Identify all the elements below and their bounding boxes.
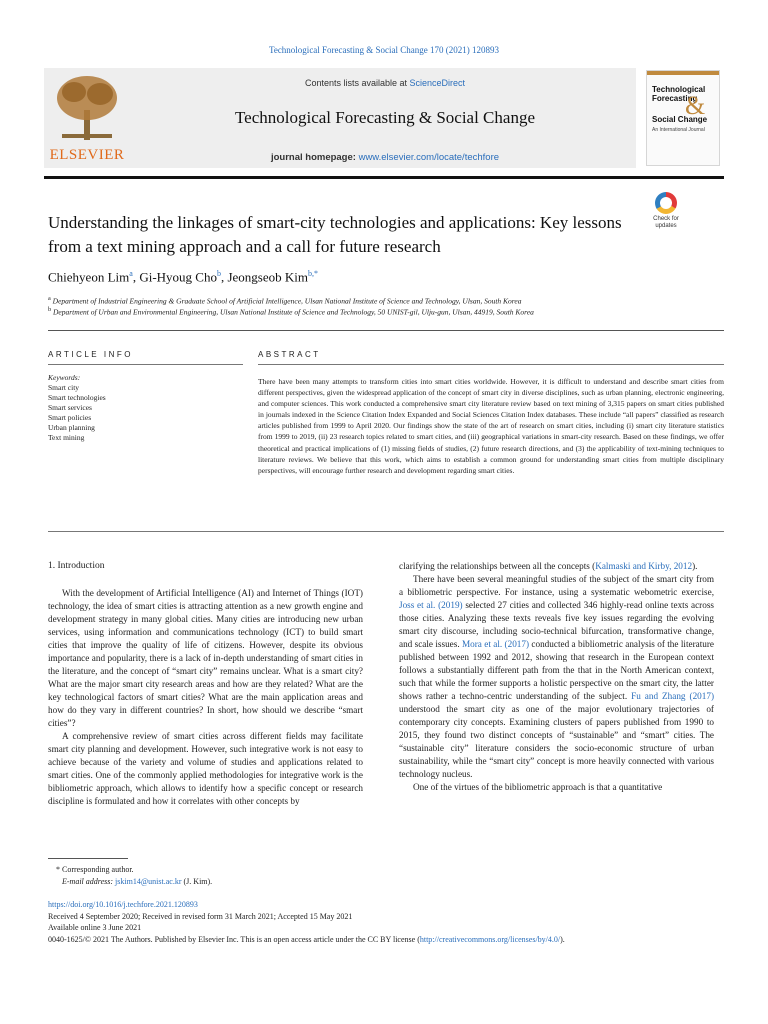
homepage-link[interactable]: www.elsevier.com/locate/techfore bbox=[358, 152, 500, 163]
elsevier-logo bbox=[48, 72, 126, 164]
text-run: ). bbox=[692, 561, 698, 571]
body-paragraph: One of the virtues of the bibliometric approach is that a quantitative bbox=[413, 782, 663, 792]
email-label: E-mail address: bbox=[62, 877, 116, 886]
email-link[interactable]: jskim14@unist.ac.kr bbox=[115, 877, 182, 886]
author-name[interactable]: Jeongseob Kim bbox=[227, 269, 308, 285]
article-info-rule bbox=[48, 364, 243, 365]
abstract-text: There have been many attempts to transform cities into smart cities worldwide. However, it is difficult to understand and describe smart cities from different perspectives, given the widespread application of the concept of smart city in diverse disciplines, such as urban planning, electronic engineering, and computer sciences. This work conducted a comprehensive smart city literature review based on text mining of 3,315 papers on smart cities published in journals indexed in the Science Citation Index Expanded and Social Sciences Citation Index databases. These include “all papers” classified as research articles published from 1999 to April 2020. Our findings show the state of the art of research on smart cities, including (i) smart city literature statistics from 1999 to 2019, (ii) 23 research topics related to smart cities, and (iii) geographical variations in smart-city research. Based on these findings, we offer theoretical and practical implications of (1) missing fields of studies, (2) future research directions, and (3) the applicability of text-mining techniques to literature reviews. We believe that this work, which aims to establish a common ground for understanding smart cities from multiple disciplinary perspectives, will encourage further research and development regarding smart cities. bbox=[258, 377, 724, 475]
license-link[interactable]: http://creativecommons.org/licenses/by/4.0/ bbox=[419, 934, 561, 944]
section-heading: 1. Introduction bbox=[48, 561, 105, 571]
keyword-item: Smart policies bbox=[48, 413, 92, 422]
header-divider bbox=[44, 176, 724, 179]
body-paragraph: A comprehensive review of smart cities across different fields may facilitate smart city planning and development. However, such integrative work is not easy to achieve because of the variety and volume of studies and applications related to smart cities. One of the commonly applied methodologies for integrative work is the bibliometric approach, which allows to identify how a specific concept or research discipline is formulated and how it correlates with other concepts by bbox=[48, 731, 363, 806]
received-dates: Received 4 September 2020; Received in revised form 31 March 2021; Accepted 15 May 2021 bbox=[48, 911, 353, 921]
cover-title-line1: Technological bbox=[652, 85, 706, 94]
homepage-label: journal homepage: bbox=[270, 152, 356, 163]
body-paragraph bbox=[399, 573, 714, 781]
check-for-updates-button[interactable] bbox=[646, 192, 686, 236]
email-suffix: (J. Kim). bbox=[181, 877, 213, 886]
cover-ampersand: & bbox=[685, 91, 706, 120]
keyword-item: Urban planning bbox=[48, 423, 95, 432]
cover-title-line3: Social Change bbox=[652, 115, 708, 124]
available-online: Available online 3 June 2021 bbox=[48, 923, 142, 932]
text-run: There have been several meaningful studies of the subject of the smart city from a bibliometric perspective. For instance, using a systematic webometric exercise, bbox=[399, 574, 714, 597]
citation-link[interactable]: Mora et al. (2017) bbox=[461, 639, 530, 649]
affil-text: Department of Industrial Engineering & Graduate School of Artificial Intelligence, Ulsan National Institute of Science and Technology, Ulsan, South Korea bbox=[52, 296, 522, 306]
body-paragraph bbox=[399, 560, 714, 573]
elsevier-wordmark: ELSEVIER bbox=[49, 147, 125, 163]
journal-cover-thumbnail[interactable] bbox=[646, 70, 720, 166]
sciencedirect-link[interactable]: ScienceDirect bbox=[409, 78, 466, 88]
author-name[interactable]: Gi-Hyoug Cho bbox=[139, 269, 217, 285]
abstract-heading: ABSTRACT bbox=[258, 350, 321, 359]
text-run: 0040-1625/© 2021 The Authors. Published by Elsevier Inc. This is an open access article under the CC BY license ( bbox=[48, 934, 420, 944]
footnotes bbox=[48, 864, 728, 888]
author-list: Chiehyeon Lim$^a$, Gi-Hyoug Cho$^b$, Jeongseob Kim$^{b,*}$ bbox=[48, 269, 318, 285]
journal-title: Technological Forecasting & Social Change bbox=[234, 108, 535, 127]
keyword-item: Smart services bbox=[48, 403, 92, 412]
keywords-label: Keywords: bbox=[48, 373, 81, 382]
body-paragraph: With the development of Artificial Intelligence (AI) and Internet of Things (IOT) technology, the idea of smart cities is attracting attention as a new growth engine and development strategy in many global cities. Many cities are introducing new urban services, using information and communications technology (ICT) to build smart cities that improve the quality of life of citizens. However, despite its obvious importance and popularity, there is a lack of in-depth understanding of smart cities in the literature, and the concept of “smart city” remains unclear. What is a smart city? What are the major smart city research areas and how are they related? What are the key technological factors of smart cities? What are the main application areas and how do they vary in different countries? In short, how should we describe “smart cities”? bbox=[48, 588, 363, 728]
contents-available-line bbox=[140, 78, 630, 88]
article-title: Understanding the linkages of smart-city technologies and applications: Key lessons from a text mining approach and a call for future research bbox=[48, 213, 622, 256]
author-affil-sup: b bbox=[216, 269, 221, 278]
abstract-bottom-rule bbox=[48, 531, 724, 532]
citation-link[interactable]: Joss et al. (2019) bbox=[399, 600, 463, 610]
keywords-block bbox=[48, 373, 243, 443]
cover-title-line2: Forecasting bbox=[652, 94, 698, 103]
check-updates-label: Check for updates bbox=[653, 216, 679, 229]
corresponding-author-note: * Corresponding author. bbox=[56, 865, 134, 874]
publication-info bbox=[48, 899, 728, 945]
text-run: conducted a bibliometric analysis of the literature published between 1992 and 2012, showing that research in the European context follows a substantially different path from the that in the North American context, such that while the former supports a holistic perspective on the smart city, the latter shows rather a techno-centric understanding of the subject. bbox=[399, 639, 715, 701]
text-run: ). bbox=[560, 934, 565, 944]
affiliations-divider bbox=[48, 330, 724, 331]
text-run: understood the smart city as one of the major evolutionary trajectories of contemporary city concepts. Examining clusters of papers published from 1990 to 2015, they found two distinct concepts of “sustainable” and “smart” cities. The “sustainable city” literature considers the socio-economic structure of urban sustainability, while the “smart city” concept is more heavily connected with various technology nucleus. bbox=[399, 704, 714, 779]
author-affil-sup: b,* bbox=[307, 269, 318, 278]
text-run: clarifying the relationships between all the concepts ( bbox=[399, 561, 596, 571]
doi-link[interactable]: https://doi.org/10.1016/j.techfore.2021.120893 bbox=[48, 900, 198, 909]
check-updates-icon bbox=[655, 192, 677, 214]
author-name[interactable]: Chiehyeon Lim bbox=[48, 269, 130, 285]
affil-sup: b bbox=[48, 306, 52, 313]
keyword-item: Text mining bbox=[48, 433, 85, 442]
body-left-column bbox=[48, 560, 363, 808]
affil-sup: a bbox=[48, 295, 51, 302]
email-line bbox=[48, 876, 728, 888]
cover-accent-bar bbox=[647, 71, 719, 75]
body-right-column bbox=[399, 560, 714, 794]
elsevier-tree-icon bbox=[54, 72, 120, 144]
article-info-heading: ARTICLE INFO bbox=[48, 350, 133, 359]
affil-text: Department of Urban and Environmental Engineering, Ulsan National Institute of Science and Technology, 50 UNIST-gil, Ulju-gun, Ulsan, 44919, South Korea bbox=[53, 307, 534, 317]
author-affil-sup: a bbox=[129, 269, 133, 278]
keyword-item: Smart technologies bbox=[48, 393, 106, 402]
footnote-rule bbox=[48, 858, 128, 859]
keyword-item: Smart city bbox=[48, 383, 80, 392]
text-run: selected 27 cities and collected 346 highly-read online texts across those cities. Analyzing these texts reveals five key issues regarding the evolving smart city discourse, including socio-technical bifurcation, transformative change, and scale issues. bbox=[399, 600, 714, 649]
affiliation-b bbox=[48, 306, 728, 317]
abstract-rule bbox=[258, 364, 724, 365]
contents-prefix: Contents lists available at bbox=[304, 78, 410, 88]
citation-link[interactable]: Kalmaski and Kirby, 2012 bbox=[595, 561, 693, 571]
journal-citation-link[interactable]: Technological Forecasting & Social Change 170 (2021) 120893 bbox=[268, 45, 500, 55]
affiliation-a bbox=[48, 295, 728, 306]
citation-link[interactable]: Fu and Zhang (2017) bbox=[631, 691, 715, 701]
license-line bbox=[48, 934, 728, 946]
journal-homepage-line bbox=[140, 152, 630, 163]
cover-subtitle: An International Journal bbox=[652, 127, 705, 133]
